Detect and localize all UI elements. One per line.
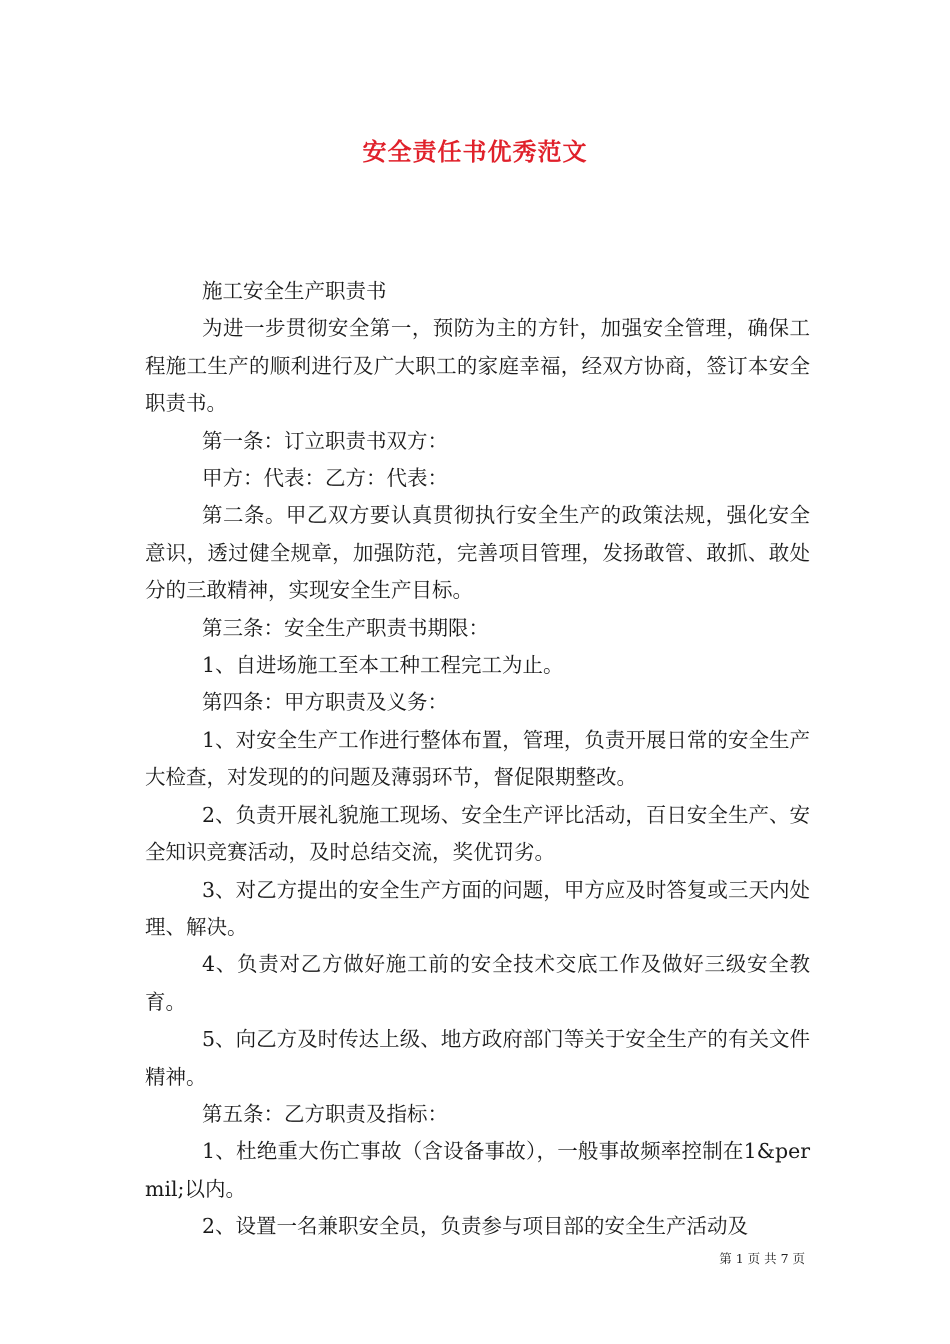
list-item: 1、对安全生产工作进行整体布置，管理，负责开展日常的安全生产大检查，对发现的的问题及薄弱环节，督促限期整改。	[145, 727, 810, 790]
document-body	[145, 273, 810, 1246]
list-item: 5、向乙方及时传达上级、地方政府部门等关于安全生产的有关文件精神。	[145, 1027, 810, 1089]
page-number: 第 1 页 共 7 页	[719, 1251, 805, 1266]
article-heading: 第四条：甲方职责及义务：	[202, 690, 448, 715]
list-item: 1、杜绝重大伤亡事故（含设备事故），一般事故频率控制在1&permil;以内。	[145, 1139, 810, 1201]
article-heading: 第五条：乙方职责及指标：	[202, 1101, 448, 1126]
list-item: 2、负责开展礼貌施工现场、安全生产评比活动，百日安全生产、安全知识竞赛活动，及时总结交流，奖优罚劣。	[145, 802, 810, 865]
article-heading: 第三条：安全生产职责书期限：	[202, 615, 489, 640]
list-item: 1、自进场施工至本工种工程完工为止。	[202, 653, 564, 678]
list-item: 2、设置一名兼职安全员，负责参与项目部的安全生产活动及	[202, 1214, 749, 1239]
paragraph: 甲方：代表：乙方：代表：	[202, 466, 448, 491]
article-heading: 第一条：订立职责书双方：	[202, 428, 448, 453]
list-item: 3、对乙方提出的安全生产方面的问题，甲方应及时答复或三天内处理、解决。	[145, 877, 810, 939]
article-paragraph: 第二条。甲乙双方要认真贯彻执行安全生产的政策法规，强化安全意识，透过健全规章，加强防范，完善项目管理，发扬敢管、敢抓、敢处分的三敢精神，实现安全生产目标。	[145, 503, 810, 603]
document-title: 安全责任书优秀范文	[362, 137, 588, 166]
list-item: 4、负责对乙方做好施工前的安全技术交底工作及做好三级安全教育。	[145, 952, 810, 1014]
paragraph: 为进一步贯彻安全第一，预防为主的方针，加强安全管理，确保工程施工生产的顺利进行及广大职工的家庭幸福，经双方协商，签订本安全职责书。	[145, 316, 810, 416]
section-heading: 施工安全生产职责书	[202, 279, 387, 303]
